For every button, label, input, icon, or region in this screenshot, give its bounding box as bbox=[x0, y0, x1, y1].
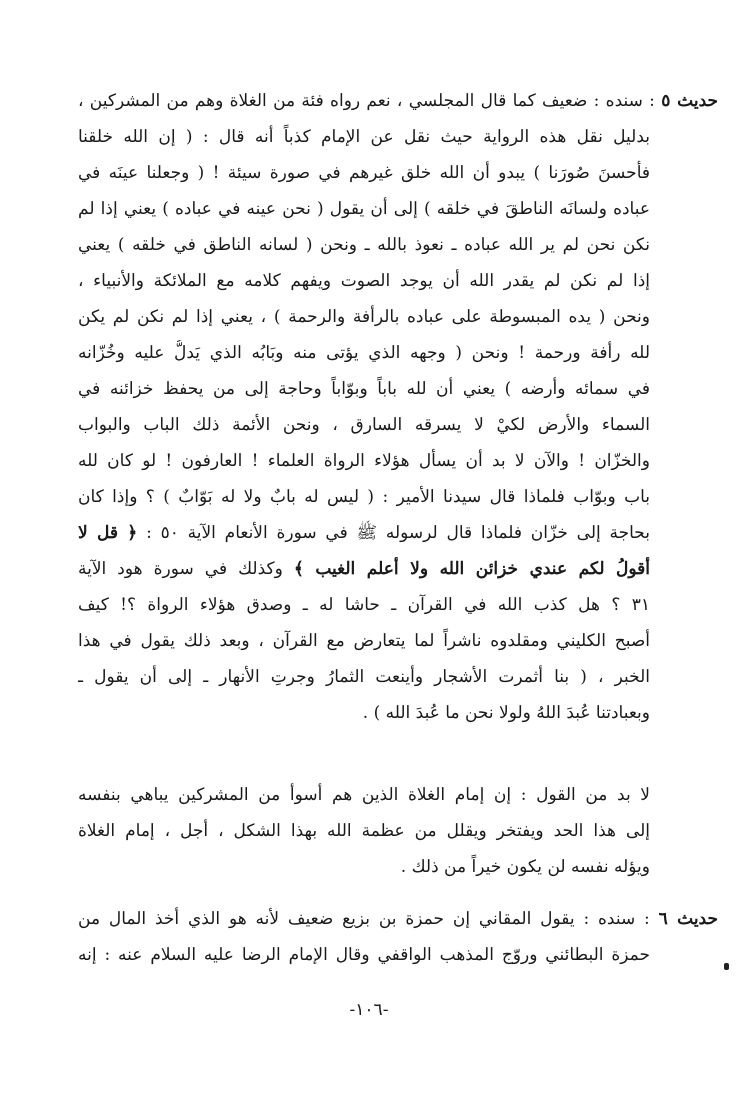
hadith5-line-14-text: وكذلك في سورة هود الآية bbox=[78, 559, 283, 579]
hadith5-line-16: أصبح الكليني ومقلدوه ناشراً لما يتعارض مع القرآن ، وبعد ذلك يقول في هذا bbox=[78, 631, 650, 651]
hadith5-label: حديث ٥ bbox=[661, 91, 718, 111]
hadith5-line-13 bbox=[78, 520, 650, 550]
commentary-line-3: ويؤله نفسه لن يكون خيراً من ذلك . bbox=[400, 857, 650, 877]
page-number: -١٠٦- bbox=[349, 1000, 389, 1020]
hadith5-line-8: لله رأفة ورحمة ! ونحن ( وجهه الذي يؤتى منه وبَابُه الذي يَدلُّ عليه وخُزّانه bbox=[78, 343, 650, 363]
margin-dot bbox=[724, 963, 729, 970]
hadith5-line-7: ونحن ( يده المبسوطة على عباده بالرأفة والرحمة ) ، يعني إذا لم نكن لم يكن bbox=[78, 307, 650, 327]
commentary-line-1: لا بد من القول : إن إمام الغلاة الذين هم أسوأ من المشركين يباهي بنفسه bbox=[78, 785, 650, 805]
hadith6-label: حديث ٦ bbox=[658, 909, 718, 929]
hadith5-line-4: عباده ولسانَه الناطقَ في خلقه ) إلى أن يقول ( نحن عينه في عباده ) يعني إذا لم bbox=[78, 199, 650, 219]
hadith5-line-5: نكن نحن لم ير الله عباده ـ نعوذ بالله ـ ونحن ( لسانه الناطق في خلقه ) يعني bbox=[78, 235, 650, 255]
hadith5-line-1 bbox=[78, 88, 718, 118]
hadith5-line-14 bbox=[78, 556, 650, 586]
hadith5-line-15: ٣١ ؟ هل كذب الله في القرآن ـ حاشا له ـ وصدق هؤلاء الرواة ؟! كيف bbox=[78, 595, 650, 615]
hadith5-line-6: إذا لم نكن لم يقدر الله أن يوجد الصوت ويفهم كلامه مع الملائكة والأنبياء ، bbox=[78, 271, 650, 291]
hadith5-line-11: والخزّان ! والآن لا بد أن يسأل هؤلاء الرواة العلماء ! العارفون ! لو كان لله bbox=[78, 451, 650, 471]
hadith5-line-13-text: بحاجة إلى خزّان فلماذا قال لرسوله ﷺ في سورة الأنعام الآية ٥٠ : bbox=[146, 523, 650, 543]
hadith5-line-17: الخبر ، ( بنا أثمرت الأشجار وأينعت الثمارُ وجرتِ الأنهار ـ إلى أن يقول ـ bbox=[78, 667, 650, 687]
hadith6-line-1 bbox=[78, 906, 718, 936]
quran-quote-end: أقولُ لكم عندي خزائن الله ولا أعلم الغيب ﴾ bbox=[293, 559, 650, 579]
hadith5-line-18: وبعبادتنا عُبدَ اللهُ ولولا نحن ما عُبدَ الله ) . bbox=[362, 703, 650, 723]
hadith5-line-2: بدليل نقل هذه الرواية حيث نقل عن الإمام كذباً أنه قال : ( إن الله خلقنا bbox=[78, 127, 650, 147]
commentary-line-2: إلى هذا الحد ويفتخر ويقلل من عظمة الله بهذا الشكل ، أجل ، إمام الغلاة bbox=[78, 821, 650, 841]
hadith6-line-2: حمزة البطائني وروّج المذهب الواقفي وقال الإمام الرضا عليه السلام عنه : إنه bbox=[78, 945, 650, 965]
hadith6-text: : سنده : يقول المقاني إن حمزة بن بزيع ضعيف لأنه هو الذي أخذ المال من bbox=[78, 909, 650, 929]
hadith5-line-9: في سمائه وأرضه ) يعني أن لله باباً وبوّاباً وحاجة إلى من يحفظ خزائنه في bbox=[78, 379, 650, 399]
hadith5-line-10: السماء والأرض لكيْ لا يسرقه السارق ، ونحن الأئمة ذلك الباب والبواب bbox=[78, 415, 650, 435]
hadith5-line-12: باب وبوّاب فلماذا قال سيدنا الأمير : ( ليس له بابٌ ولا له بَوّابٌ ) ؟ وإذا كان bbox=[78, 487, 650, 507]
hadith5-line-3: فأحسنَ صُورَنا ) يبدو أن الله خلق غيرهم في صورة سيئة ! ( وجعلنا عينَه في bbox=[78, 163, 650, 183]
quran-quote-start: ﴿ قل لا bbox=[78, 523, 138, 543]
hadith5-text: : سنده : ضعيف كما قال المجلسي ، نعم رواه فئة من الغلاة وهم من المشركين ، bbox=[78, 91, 655, 111]
